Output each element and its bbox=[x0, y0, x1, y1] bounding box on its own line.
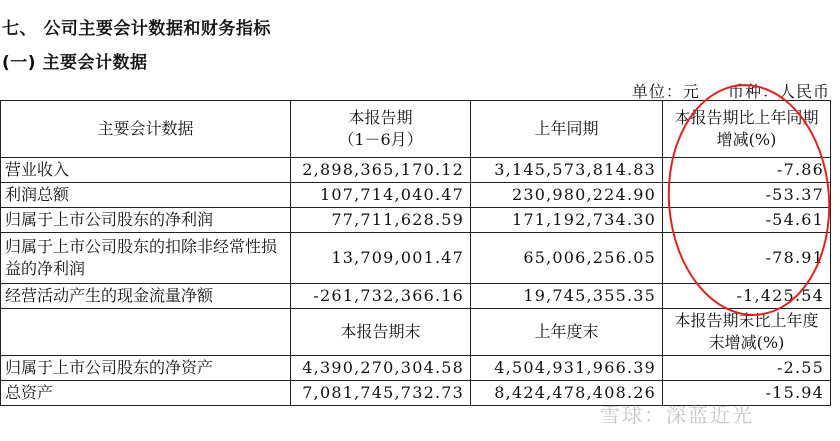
watermark: 雪球：深蓝近光 bbox=[600, 403, 754, 427]
currency-label: 币种：人民币 bbox=[727, 82, 830, 101]
row-label: 归属于上市公司股东的净利润 bbox=[1, 208, 291, 233]
cell-prior: 4,504,931,966.39 bbox=[471, 356, 663, 381]
subheader-item bbox=[1, 309, 291, 356]
cell-change: -7.86 bbox=[663, 158, 831, 183]
cell-change: -78.91 bbox=[663, 233, 831, 284]
cell-current: 107,714,040.47 bbox=[291, 183, 471, 208]
cell-current: 77,711,628.59 bbox=[291, 208, 471, 233]
table-row bbox=[1, 208, 831, 233]
cell-prior: 230,980,224.90 bbox=[471, 183, 663, 208]
cell-current: 2,898,365,170.12 bbox=[291, 158, 471, 183]
subheader-current-period-end: 本报告期末 bbox=[291, 309, 471, 356]
table-row bbox=[1, 284, 831, 309]
table-row bbox=[1, 233, 831, 284]
cell-prior: 3,145,573,814.83 bbox=[471, 158, 663, 183]
row-label: 经营活动产生的现金流量净额 bbox=[1, 284, 291, 309]
table-subheader-row bbox=[1, 309, 831, 356]
cell-change: -1,425.54 bbox=[663, 284, 831, 309]
row-label: 营业收入 bbox=[1, 158, 291, 183]
cell-change: -15.94 bbox=[663, 381, 831, 406]
cell-prior: 8,424,478,408.26 bbox=[471, 381, 663, 406]
table-row bbox=[1, 356, 831, 381]
table-row bbox=[1, 158, 831, 183]
cell-current: 13,709,001.47 bbox=[291, 233, 471, 284]
subheader-prior-year-end: 上年度末 bbox=[471, 309, 663, 356]
cell-current: -261,732,366.16 bbox=[291, 284, 471, 309]
cell-change: -54.61 bbox=[663, 208, 831, 233]
cell-prior: 19,745,355.35 bbox=[471, 284, 663, 309]
cell-current: 4,390,270,304.58 bbox=[291, 356, 471, 381]
cell-change: -53.37 bbox=[663, 183, 831, 208]
table-row bbox=[1, 183, 831, 208]
table-header-row bbox=[1, 101, 831, 158]
row-label: 利润总额 bbox=[1, 183, 291, 208]
cell-current: 7,081,745,732.73 bbox=[291, 381, 471, 406]
subheader-change: 本报告期末比上年度末增减(%) bbox=[663, 309, 831, 356]
section-title: 七、 公司主要会计数据和财务指标 bbox=[2, 19, 271, 39]
unit-label: 单位：元 bbox=[631, 82, 700, 101]
accounting-data-table bbox=[0, 100, 831, 406]
cell-change: -2.55 bbox=[663, 356, 831, 381]
header-item: 主要会计数据 bbox=[1, 101, 291, 158]
cell-prior: 171,192,734.30 bbox=[471, 208, 663, 233]
header-prior-period: 上年同期 bbox=[471, 101, 663, 158]
header-current-period: 本报告期 （1－6月） bbox=[291, 101, 471, 158]
header-change: 本报告期比上年同期增减(%) bbox=[663, 101, 831, 158]
subsection-title: (一) 主要会计数据 bbox=[2, 53, 148, 73]
row-label: 归属于上市公司股东的扣除非经常性损益的净利润 bbox=[1, 233, 291, 284]
cell-prior: 65,006,256.05 bbox=[471, 233, 663, 284]
row-label: 归属于上市公司股东的净资产 bbox=[1, 356, 291, 381]
row-label: 总资产 bbox=[1, 381, 291, 406]
unit-line bbox=[610, 79, 830, 102]
